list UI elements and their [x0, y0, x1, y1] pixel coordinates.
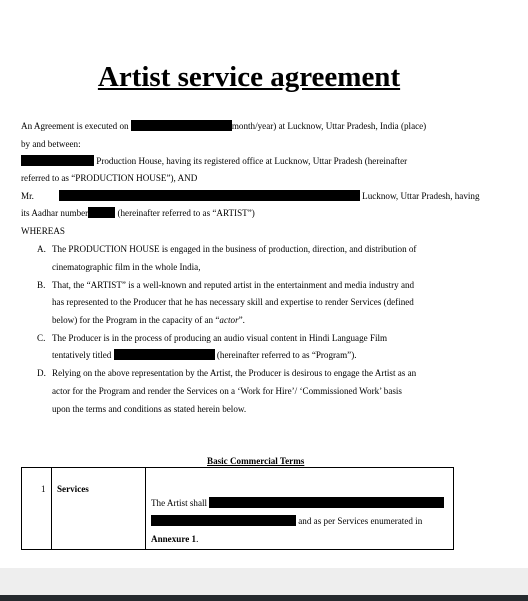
- clause-a-line-1: The PRODUCTION HOUSE is engaged in the business of production, direction, and distribution of: [52, 244, 417, 254]
- clause-c-line-1: The Producer is in the process of producing an audio visual content in Hindi Language Film: [52, 333, 388, 343]
- services-text-2: and as per Services enumerated in: [296, 516, 423, 526]
- clause-b-line-2: has represented to the Producer that he has necessary skill and expertise to render Services (defined: [52, 297, 414, 307]
- party1-text: Production House, having its registered office at Lucknow, Uttar Pradesh (hereinafter: [94, 156, 408, 166]
- redacted-artist-name: [59, 190, 360, 201]
- clause-b-actor-word: actor: [219, 315, 239, 325]
- viewer-bottom-edge: [0, 595, 528, 601]
- clause-d-line-1: Relying on the above representation by the Artist, the Producer is desirous to engage the Artist as an: [52, 368, 417, 378]
- clause-d-line-2: actor for the Program and render the Services on a ‘Work for Hire’/ ‘Commissioned Work’ basis: [52, 386, 402, 396]
- redacted-program-title: [114, 349, 215, 360]
- annexure-period: .: [196, 534, 199, 544]
- redacted-services-2: [151, 515, 296, 526]
- table-row-number: 1: [41, 484, 46, 494]
- clause-c-marker: C.: [37, 333, 46, 343]
- intro-text-2: month/year) at Lucknow, Uttar Pradesh, India (place): [231, 121, 427, 131]
- basic-commercial-terms-heading: Basic Commercial Terms: [207, 456, 305, 466]
- clause-a-marker: A.: [37, 244, 46, 254]
- clause-b-line-3-text: below) for the Program in the capacity of an “: [52, 315, 220, 325]
- clause-d-line-3: upon the terms and conditions as stated herein below.: [52, 404, 247, 414]
- redacted-aadhar-number: [88, 207, 115, 218]
- table-divider-2: [145, 468, 146, 549]
- terms-table: [21, 467, 454, 550]
- party2-text: Lucknow, Uttar Pradesh, having: [359, 191, 480, 201]
- party1-line-1: [21, 155, 407, 167]
- party2-prefix: Mr.: [21, 191, 34, 201]
- intro-line-2: by and between:: [21, 139, 81, 149]
- clause-d-marker: D.: [37, 368, 46, 378]
- clause-c-line-2-end: (hereinafter referred to as “Program”).: [214, 350, 357, 360]
- redacted-date: [131, 120, 232, 131]
- redacted-production-house-name: [21, 155, 94, 166]
- viewer-bottom-area: [0, 568, 528, 595]
- redacted-services-1: [209, 497, 444, 508]
- table-row-label: Services: [57, 484, 89, 494]
- table-divider-1: [51, 468, 52, 549]
- aadhar-label: its Aadhar number: [21, 208, 89, 218]
- party1-line-2: referred to as “PRODUCTION HOUSE”), AND: [21, 173, 198, 183]
- clause-c-line-2-text: tentatively titled: [52, 350, 114, 360]
- intro-line-1: [21, 120, 426, 132]
- party2-line2-text: (hereinafter referred to as “ARTIST”): [115, 208, 255, 218]
- party2-line-1: [21, 190, 480, 202]
- clause-a-line-2: cinematographic film in the whole India,: [52, 262, 201, 272]
- clause-b-line-3: [52, 314, 245, 326]
- page-title: Artist service agreement: [97, 61, 401, 93]
- intro-text-1: An Agreement is executed on: [21, 121, 131, 131]
- clause-b-marker: B.: [37, 280, 46, 290]
- annexure-reference: Annexure 1: [151, 534, 197, 544]
- services-text-1: The Artist shall: [151, 498, 210, 508]
- clause-b-line-3-end: ”.: [238, 315, 245, 325]
- whereas-heading: WHEREAS: [21, 226, 65, 236]
- clause-b-line-1: That, the “ARTIST” is a well-known and reputed artist in the entertainment and media industry and: [52, 280, 415, 290]
- services-line-3: [151, 533, 198, 545]
- party2-line-2: [21, 207, 255, 219]
- clause-c-line-2: [52, 349, 357, 361]
- services-line-1: [151, 497, 444, 509]
- services-line-2: [151, 515, 422, 527]
